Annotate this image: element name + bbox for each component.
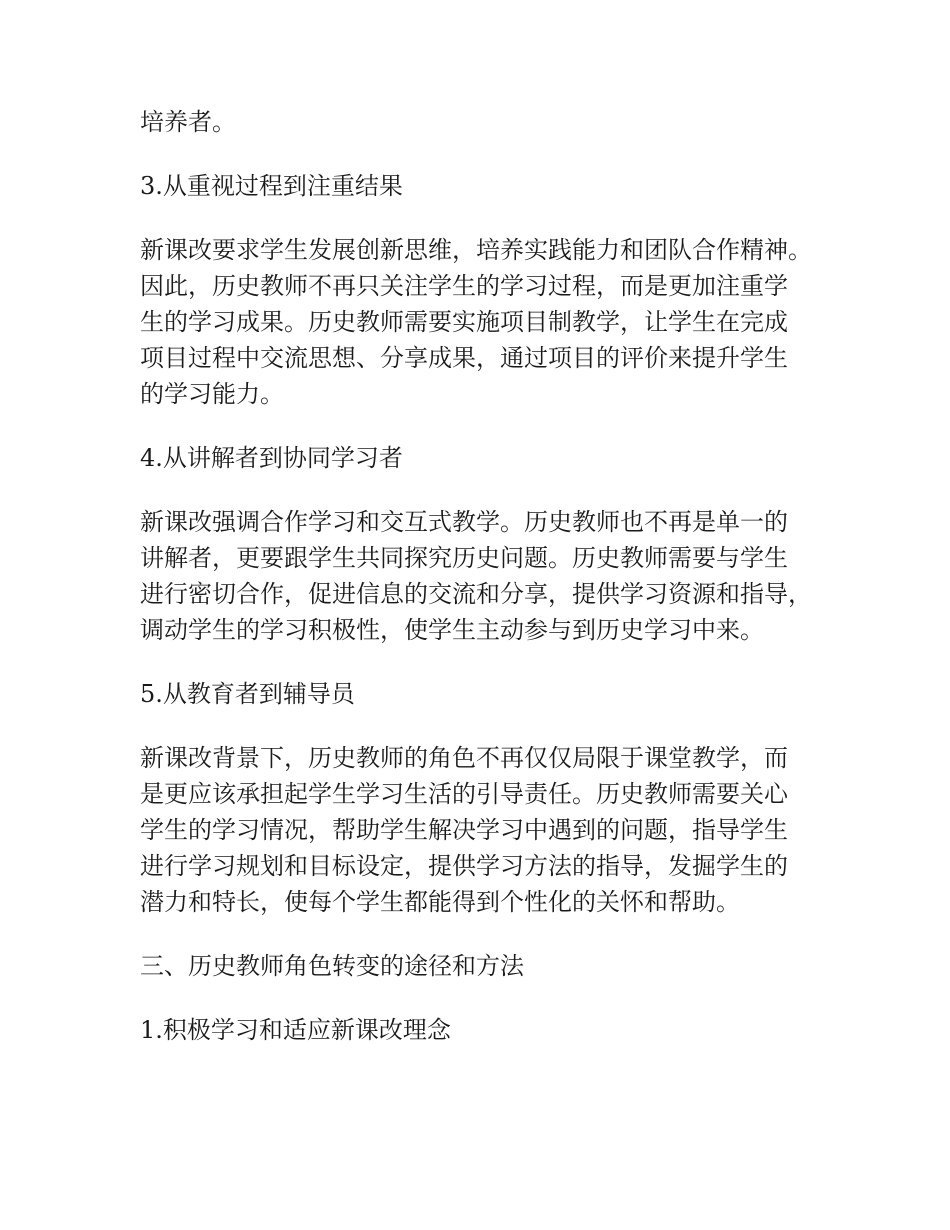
section-heading	[140, 676, 820, 712]
text-line: 新课改背景下，历史教师的角色不再仅仅局限于课堂教学，而	[140, 744, 788, 772]
heading-text: 4.从讲解者到协同学习者	[140, 444, 403, 472]
heading-text: 3.从重视过程到注重结果	[140, 172, 403, 200]
paragraph	[140, 740, 820, 920]
heading-text: 三、历史教师角色转变的途径和方法	[140, 952, 524, 980]
text-line: 因此，历史教师不再只关注学生的学习过程，而是更加注重学	[140, 272, 788, 300]
text-line: 进行学习规划和目标设定，提供学习方法的指导，发掘学生的	[140, 852, 788, 880]
document-body	[140, 104, 820, 1076]
paragraph	[140, 232, 820, 412]
text-line: 的学习能力。	[140, 380, 284, 408]
heading-text: 1.积极学习和适应新课改理念	[140, 1016, 451, 1044]
paragraph	[140, 504, 820, 648]
section-heading	[140, 440, 820, 476]
section-heading	[140, 1012, 820, 1048]
text-line: 调动学生的学习积极性，使学生主动参与到历史学习中来。	[140, 616, 764, 644]
heading-text: 5.从教育者到辅导员	[140, 680, 355, 708]
text-line: 新课改要求学生发展创新思维，培养实践能力和团队合作精神。	[140, 236, 812, 264]
section-heading	[140, 948, 820, 984]
text-line: 项目过程中交流思想、分享成果，通过项目的评价来提升学生	[140, 344, 788, 372]
text-line: 新课改强调合作学习和交互式教学。历史教师也不再是单一的	[140, 508, 788, 536]
paragraph	[140, 104, 820, 140]
text-line: 生的学习成果。历史教师需要实施项目制教学，让学生在完成	[140, 308, 788, 336]
text-line: 培养者。	[140, 108, 236, 136]
text-line: 进行密切合作，促进信息的交流和分享，提供学习资源和指导，	[140, 580, 812, 608]
text-line: 讲解者，更要跟学生共同探究历史问题。历史教师需要与学生	[140, 544, 788, 572]
text-line: 学生的学习情况，帮助学生解决学习中遇到的问题，指导学生	[140, 816, 788, 844]
text-line: 是更应该承担起学生学习生活的引导责任。历史教师需要关心	[140, 780, 788, 808]
text-line: 潜力和特长，使每个学生都能得到个性化的关怀和帮助。	[140, 888, 740, 916]
section-heading	[140, 168, 820, 204]
